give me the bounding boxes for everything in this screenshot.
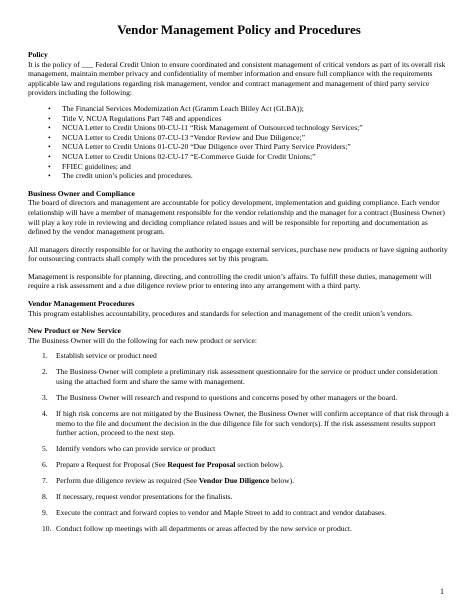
list-item: • The credit union’s policies and procedures.	[48, 171, 450, 181]
list-item	[42, 351, 450, 361]
step-number: 5.	[42, 444, 48, 454]
step-text	[56, 476, 450, 486]
list-item: • NCUA Letter to Credit Unions 00-CU-11 “Risk Management of Outsourced technology Services;”	[48, 123, 450, 133]
step-number: 8.	[42, 492, 48, 502]
list-item: • FFIEC guidelines; and	[48, 162, 450, 172]
step-text-pre: Perform due diligence review as required (See	[56, 476, 199, 486]
step-text: The Business Owner will complete a preliminary risk assessment questionnaire for the service or product under consideration using the attached form and share the same with management.	[56, 367, 438, 387]
business-owner-paragraph-2: All managers directly responsible for or having the authority to engage external services, purchase new products or have signing authority for outsourcing contracts shall comply with the procedures set by this program.	[28, 244, 448, 264]
step-text-pre: Prepare a Request for Proposal (See	[56, 460, 168, 470]
list-item	[42, 409, 450, 438]
policy-intro: It is the policy of ___ Federal Credit Union to ensure coordinated and consistent management of critical vendors as part of its overall risk management, maintain member privacy and confidentiality of member information and ensure full compliance with the requirements applicable law and regulations regarding risk management, vendor and contract management and management of third party service providers including the following:	[28, 59, 446, 98]
list-item	[42, 524, 450, 534]
list-item	[42, 460, 450, 470]
step-text: If high risk concerns are not mitigated by the Business Owner, the Business Owner will confirm acceptance of that risk through a memo to the file and document the decision in the due diligence file for such vendor(s). If the risk assessment results support further action, proceed to the next step.	[56, 408, 449, 438]
step-text: If necessary, request vendor presentations for the finalists.	[56, 492, 233, 502]
business-owner-paragraph-3: Management is responsible for planning, directing, and controlling the credit union’s affairs. To fulfill these duties, management will require a risk assessment and a due diligence review prior to entering into any arrangement with a third party.	[28, 271, 432, 291]
new-product-intro: The Business Owner will do the following for each new product or service:	[28, 335, 258, 345]
procedures-paragraph	[28, 309, 450, 319]
step-text: Execute the contract and forward copies to vendor and Maple Street to add to contract and vendor databases.	[56, 508, 387, 518]
step-number: 9.	[42, 508, 48, 518]
step-number: 3.	[42, 393, 48, 402]
step-number: 4.	[42, 408, 48, 418]
step-number: 6.	[42, 460, 48, 470]
step-number: 10.	[42, 524, 52, 534]
list-item	[42, 508, 450, 518]
list-item: • Title V, NCUA Regulations Part 748 and appendices	[48, 114, 450, 124]
step-text-post: section below).	[235, 460, 284, 470]
step-number: 1.	[42, 351, 48, 361]
step-text-bold: Vendor Due Diligence	[198, 476, 270, 486]
new-product-heading: New Product or New Service	[28, 326, 121, 336]
step-number: 2.	[42, 367, 48, 377]
list-item: • NCUA Letter to Credit Unions 01-CU-20 “Due Diligence over Third Party Service Providers;”	[48, 142, 450, 152]
policy-heading: Policy	[28, 50, 48, 59]
list-item	[42, 367, 450, 386]
business-owner-heading: Business Owner and Compliance	[28, 188, 135, 198]
list-item: • The Financial Services Modernization Act (Gramm Leach Bliley Act (GLBA));	[48, 104, 450, 114]
list-item	[42, 476, 450, 486]
list-item	[42, 393, 450, 403]
policy-bullet-list	[28, 104, 450, 181]
step-text-bold: Request for Proposal	[167, 460, 236, 470]
step-text	[56, 460, 450, 470]
step-text: The Business Owner will research and respond to questions and concerns posed by other managers or the board.	[56, 393, 398, 402]
step-text: Identify vendors who can provide service or product	[56, 444, 216, 454]
procedures-heading: Vendor Management Procedures	[28, 299, 135, 309]
document-title: Vendor Management Policy and Procedures	[117, 22, 361, 37]
procedures-text: This program establishes accountability, procedures and standards for selection and management of the credit union’s vendors.	[28, 308, 413, 318]
new-product-steps	[28, 351, 450, 533]
step-text-post: below).	[269, 476, 295, 486]
step-text: Conduct follow up meetings with all departments or areas affected by the new service or product.	[56, 524, 352, 534]
step-number: 7.	[42, 476, 48, 486]
business-owner-paragraph-1: The board of directors and management are accountable for policy development, implementation and guiding compliance. Each vendor relationship will have a member of management responsible for the vendor relationship and the manager for a contract (Business Owner) will play a key role in reviewing and deciding compliance related issues and will be responsible for reporting and documentation as defined by the vendor management program.	[28, 198, 445, 237]
list-item: • NCUA Letter to Credit Unions 02-CU-17 “E-Commerce Guide for Credit Unions;”	[48, 152, 450, 162]
page-number: 1	[440, 587, 444, 597]
list-item	[42, 444, 450, 454]
list-item: • NCUA Letter to Credit Unions 07-CU-13 “Vendor Review and Due Diligence;”	[48, 133, 450, 143]
step-text: Establish service or product need	[56, 351, 157, 361]
list-item	[42, 492, 450, 502]
